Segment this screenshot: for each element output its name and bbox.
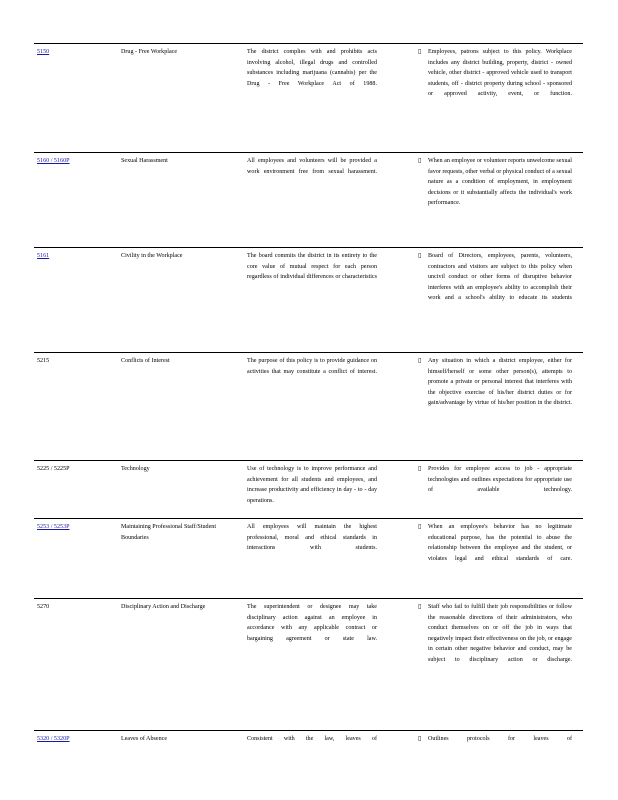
policy-title: Drug - Free Workplace xyxy=(121,49,178,55)
policy-title: Sexual Harassment xyxy=(121,158,168,164)
row-divider xyxy=(34,460,583,461)
bullet-icon: ▯ xyxy=(418,158,422,164)
policy-title: Civility in the Workplace xyxy=(121,253,183,259)
policy-code: 5225 / 5225P xyxy=(37,466,70,472)
policy-title: Leaves of Absence xyxy=(121,736,168,742)
row-divider xyxy=(34,352,583,353)
row-divider xyxy=(34,247,583,248)
policy-code: 5215 xyxy=(37,358,50,364)
policy-summary: The purpose of this policy is to provide guidance on activities that may constitute a conflict of interest. xyxy=(247,358,377,375)
row-divider xyxy=(34,152,583,153)
row-divider xyxy=(34,730,583,731)
bullet-icon: ▯ xyxy=(418,253,422,259)
policy-detail-text: When an employee or volunteer reports unwelcome sexual favor requests, other verbal or physical conduct of a sexual nature as a condition of employment, in employment decisions or it substantially affects the individual's work performance. xyxy=(428,158,572,206)
policy-detail-text: Any situation in which a district employee, either for himself/herself or some other person(s), attempts to promote a private or personal interest that interferes with the objective exercise of his/her district duties or for gain/advantage by virtue of his/her position in the district. xyxy=(428,358,572,406)
bullet-icon: ▯ xyxy=(418,604,422,610)
policy-title: Conflicts of Interest xyxy=(121,358,170,364)
policy-detail-text: Employees, patrons subject to this policy. Workplace includes any district building, property, district - owned vehicle, other district - approved vehicle used to transport students, off - district property during school - sponsored or approved activity, event, or function. xyxy=(428,49,572,97)
policy-code[interactable]: 5253 / 5253P xyxy=(37,524,70,530)
policy-detail-text: Outlines protocols for leaves of xyxy=(428,736,572,742)
policy-code[interactable]: 5150 xyxy=(37,49,50,55)
policy-summary: Use of technology is to improve performance and achievement for all students and employees, and increase productivity and efficiency in day - to - day operations. xyxy=(247,466,377,504)
policy-title: Technology xyxy=(121,466,150,472)
bullet-icon: ▯ xyxy=(418,49,422,55)
policy-detail-text: Board of Directors, employees, parents, volunteers, contractors and visitors are subject to this policy when uncivil conduct or other forms of disruptive behavior interferes with an employee's ability to accomplish their work and a school's ability to educate its students xyxy=(428,253,572,301)
bullet-icon: ▯ xyxy=(418,524,422,530)
policy-summary: Consistent with the law, leaves of xyxy=(247,736,377,742)
policy-code[interactable]: 5320 / 5320P xyxy=(37,736,70,742)
policy-title: Maintaining Professional Staff/Student Boundaries xyxy=(121,524,217,541)
policy-detail-text: Provides for employee access to job - appropriate technologies and outlines expectations for appropriate use of available technology. xyxy=(428,466,572,493)
policy-code[interactable]: 5160 / 5160P xyxy=(37,158,70,164)
policy-title: Disciplinary Action and Discharge xyxy=(121,604,206,610)
row-divider xyxy=(34,518,583,519)
policy-summary: All employees and volunteers will be provided a work environment free from sexual harassment. xyxy=(247,158,377,175)
policy-detail-text: When an employee's behavior has no legitimate educational purpose, has the potential to abuse the relationship between the employee and the student, or violates legal and ethical standards of care. xyxy=(428,524,572,562)
policy-summary: The district complies with and prohibits acts involving alcohol, illegal drugs and controlled substances including marijuana (cannabis) per the Drug - Free Workplace Act of 1988. xyxy=(247,49,377,87)
row-divider xyxy=(34,43,583,44)
policy-summary: The superintendent or designee may take disciplinary action against an employee in accordance with any applicable contract or bargaining agreement or state law. xyxy=(247,604,377,642)
bullet-icon: ▯ xyxy=(418,358,422,364)
policy-code[interactable]: 5161 xyxy=(37,253,50,259)
bullet-icon: ▯ xyxy=(418,736,422,742)
policy-summary: All employees will maintain the highest professional, moral and ethical standards in interactions with students. xyxy=(247,524,377,551)
policy-summary: The board commits the district in its entirety to the core value of mutual respect for each person regardless of individual differences or characteristics xyxy=(247,253,377,280)
row-divider xyxy=(34,598,583,599)
policy-code: 5270 xyxy=(37,604,50,610)
bullet-icon: ▯ xyxy=(418,466,422,472)
policy-detail-text: Staff who fail to fulfill their job responsibilities or follow the reasonable directions of their administrators, who conduct themselves on or off the job in ways that negatively impact their effectiveness on the job, or engage in certain other negative behavior and conduct, may be subject to disciplinary action or discharge. xyxy=(428,604,572,663)
